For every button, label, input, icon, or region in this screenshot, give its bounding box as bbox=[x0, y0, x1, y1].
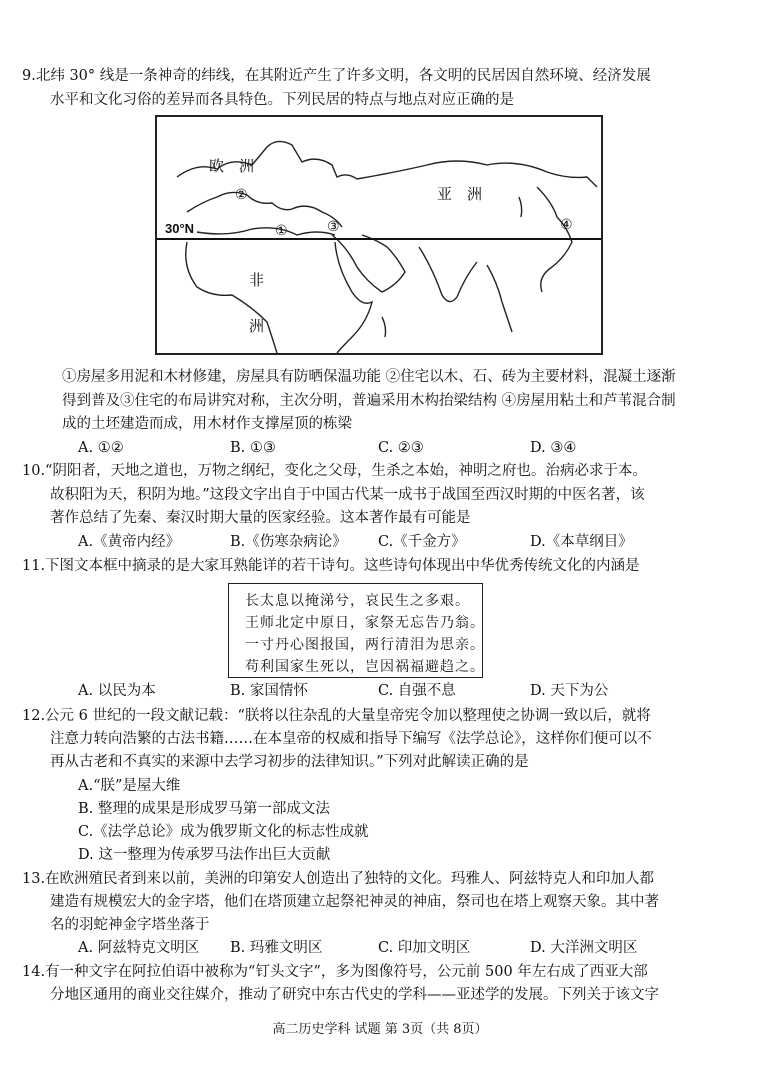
q9-desc-line3: 成的土坯建造而成，用木材作支撑屋顶的栋梁 bbox=[62, 416, 352, 432]
q11-option-a[interactable]: A. 以民为本 bbox=[78, 683, 156, 699]
q12-option-d[interactable]: D. 这一整理为传承罗马法作出巨大贡献 bbox=[78, 847, 331, 863]
q9-stem-line2: 水平和文化习俗的差异而各具特色。下列民居的特点与地点对应正确的是 bbox=[50, 92, 514, 108]
q12-option-b[interactable]: B. 整理的成果是形成罗马第一部成文法 bbox=[78, 801, 330, 817]
q12-option-a[interactable]: A.“朕”是屋大维 bbox=[78, 778, 181, 794]
mediterranean-south bbox=[197, 228, 335, 235]
q9-desc-line2: 得到普及③住宅的布局讲究对称，主次分明，普遍采用木构抬梁结构 ④房屋用粘土和芦苇混合制 bbox=[62, 393, 676, 409]
map-label-europe: 欧 洲 bbox=[209, 157, 255, 175]
map-drawing bbox=[157, 117, 601, 353]
map-marker-1: ① bbox=[275, 223, 288, 239]
q9-desc-line1: ①房屋多用泥和木材修建，房屋具有防晒保温功能 ②住宅以木、石、砖为主要材料，混凝土逐渐 bbox=[62, 369, 676, 385]
q10-line1: 10.“阴阳者，天地之道也，万物之纲纪，变化之父母，生杀之本始，神明之府也。治病必求于本。 bbox=[22, 463, 647, 479]
q13-option-b[interactable]: B. 玛雅文明区 bbox=[230, 940, 323, 956]
q11-option-c[interactable]: C. 自强不息 bbox=[378, 683, 456, 699]
map-label-latitude: 30°N bbox=[165, 221, 195, 236]
q10-option-c[interactable]: C.《千金方》 bbox=[378, 534, 466, 550]
arabia bbox=[332, 235, 405, 292]
q11-option-b[interactable]: B. 家国情怀 bbox=[230, 683, 308, 699]
map-label-africa-1: 非 bbox=[249, 271, 265, 289]
poem-line: 王师北定中原日，家祭无忘告乃翁。 bbox=[245, 615, 485, 631]
poem-box bbox=[228, 583, 483, 678]
q10-option-b[interactable]: B.《伤寒杂病论》 bbox=[230, 534, 347, 550]
q12-line3: 再从古老和不真实的来源中去学习初步的法律知识。”下列对此解读正确的是 bbox=[50, 754, 529, 770]
q9-option-d[interactable]: D. ③④ bbox=[530, 440, 577, 456]
q12-option-c[interactable]: C.《法学总论》成为俄罗斯文化的标志性成就 bbox=[78, 824, 369, 840]
map-marker-2: ② bbox=[235, 187, 248, 203]
q9-stem-line1: 9.北纬 30° 线是一条神奇的纬线，在其附近产生了许多文明，各文明的民居因自然环境、经济发展 bbox=[22, 68, 651, 84]
q10-option-d[interactable]: D.《本草纲目》 bbox=[530, 534, 633, 550]
q12-line2: 注意力转向浩繁的古法书籍……在本皇帝的权威和指导下编写《法学总论》，这样你们便可以不 bbox=[50, 731, 652, 747]
japan bbox=[519, 197, 522, 217]
q13-option-d[interactable]: D. 大洋洲文明区 bbox=[530, 940, 638, 956]
map-label-africa-2: 洲 bbox=[249, 317, 265, 335]
africa-west-coast bbox=[186, 242, 277, 353]
map-label-asia: 亚 洲 bbox=[437, 185, 483, 203]
q9-option-c[interactable]: C. ②③ bbox=[378, 440, 424, 456]
q12-line1: 12.公元 6 世纪的一段文献记载：“朕将以往杂乱的大量皇帝宪令加以整理使之协调一致以后，就将 bbox=[22, 708, 651, 724]
page-footer: 高二历史学科 试题 第 3页（共 8页） bbox=[272, 1022, 488, 1037]
q13-option-a[interactable]: A. 阿兹特克文明区 bbox=[78, 940, 200, 956]
q13-line2: 建造有规模宏大的金字塔，他们在塔顶建立起祭祀神灵的神庙，祭司也在塔上观察天象。其中著 bbox=[50, 894, 659, 910]
poem-line: 长太息以掩涕兮，哀民生之多艰。 bbox=[245, 593, 470, 609]
q14-line1: 14.有一种文字在阿拉伯语中被称为“钉头文字”，多为图像符号，公元前 500 年左右成了西亚大部 bbox=[22, 964, 648, 980]
q10-line2: 故积阳为天，积阴为地。”这段文字出自于中国古代某一成书于战国至西汉时期的中医名著，该 bbox=[50, 487, 645, 503]
madagascar bbox=[382, 317, 386, 337]
q11-line1: 11.下图文本框中摘录的是大家耳熟能详的若干诗句。这些诗句体现出中华优秀传统文化的内涵是 bbox=[22, 558, 640, 574]
poem-line: 一寸丹心图报国，两行清泪为思亲。 bbox=[245, 637, 485, 653]
map-marker-3: ③ bbox=[327, 219, 340, 235]
poem-line: 苟利国家生死以，岂因祸福避趋之。 bbox=[245, 659, 485, 675]
se-asia bbox=[487, 265, 512, 332]
q11-option-d[interactable]: D. 天下为公 bbox=[530, 683, 609, 699]
q14-line2: 分地区通用的商业交往媒介，推动了研究中东古代史的学科——亚述学的发展。下列关于该文字 bbox=[50, 987, 659, 1003]
q10-line3: 著作总结了先秦、秦汉时期大量的医家经验。这本著作最有可能是 bbox=[50, 510, 471, 526]
map-marker-4: ④ bbox=[560, 217, 573, 233]
q13-option-c[interactable]: C. 印加文明区 bbox=[378, 940, 471, 956]
q10-option-a[interactable]: A.《黄帝内经》 bbox=[78, 534, 181, 550]
q13-line1: 13.在欧洲殖民者到来以前，美洲的印第安人创造出了独特的文化。玛雅人、阿兹特克人和印加人都 bbox=[22, 871, 655, 887]
q9-option-b[interactable]: B. ①③ bbox=[230, 440, 276, 456]
map-figure bbox=[155, 115, 603, 355]
india bbox=[419, 247, 477, 302]
q9-option-a[interactable]: A. ①② bbox=[78, 440, 124, 456]
q13-line3: 名的羽蛇神金字塔坐落于 bbox=[50, 917, 210, 933]
africa-east-coast bbox=[335, 242, 372, 353]
europe-coast bbox=[177, 141, 357, 179]
mediterranean-north bbox=[187, 192, 342, 227]
